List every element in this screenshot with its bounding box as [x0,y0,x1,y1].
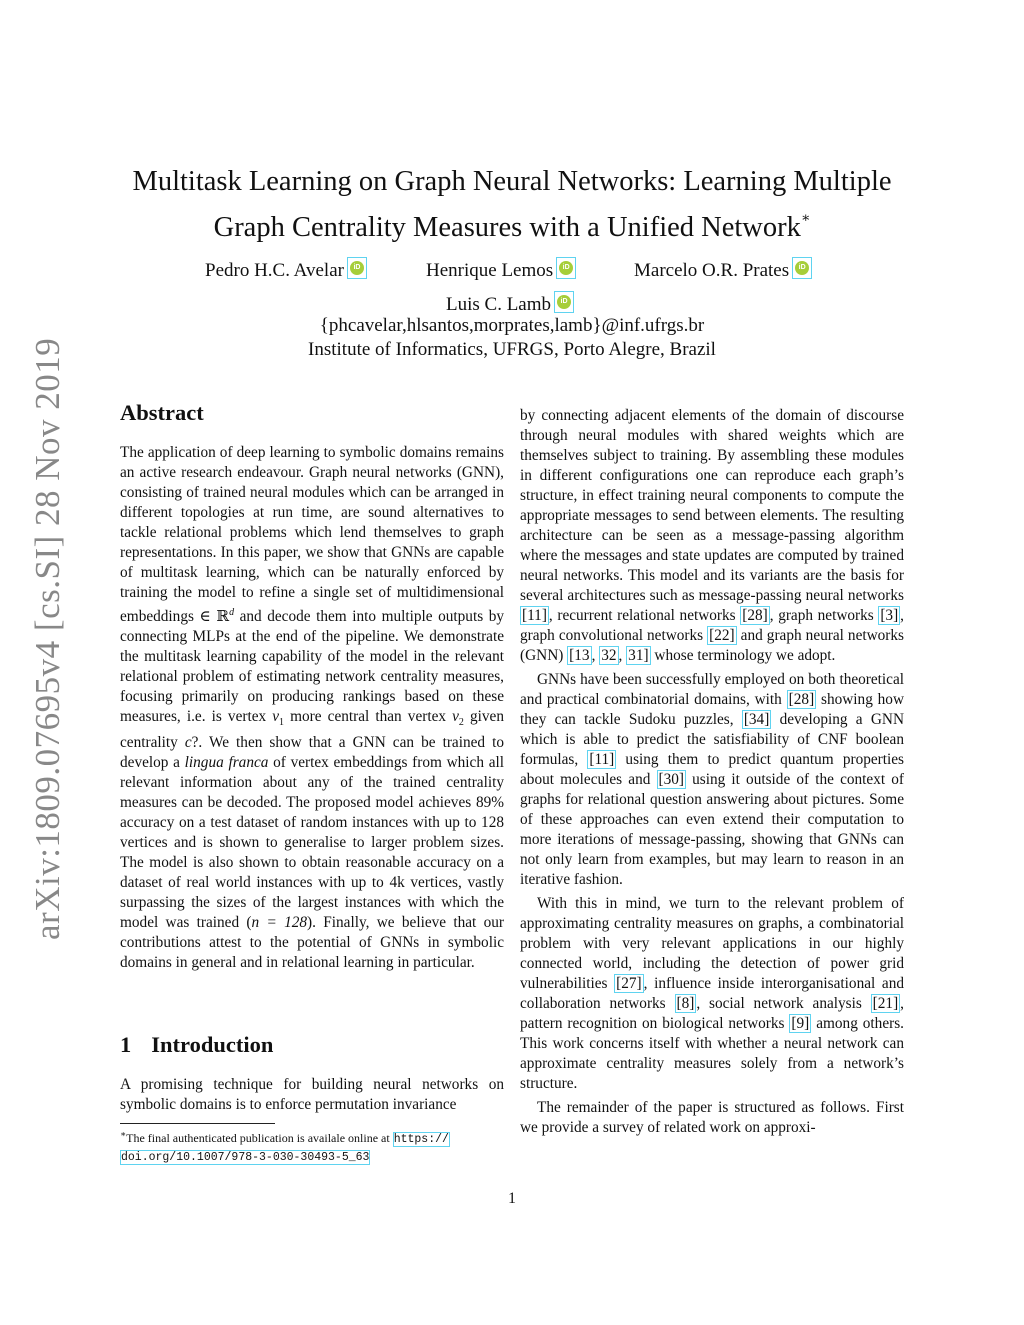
citation-link[interactable]: [8] [676,995,695,1012]
author-name: Pedro H.C. Avelar [205,260,344,281]
intro-paragraph-4: The remainder of the paper is structured as follows. First we provide a survey of related work on approxi- [520,1099,904,1136]
orcid-icon-label: iD [795,261,809,275]
intro-left-column [120,1075,504,1115]
intro-paragraph-1-cont: by connecting adjacent elements of the domain of discourse through neural modules with shared weights which are themselves subject to training. By assembling these modules in different configurations one can reproduce each graph’s structure, in effect training neural components to compute the appropriate messages to send between elements. The resulting architecture can be seen as a message-passing algorithm where the messages and state updates are computed by trained neural networks. This model and its variants are the basis for several architectures such as message-passing neural networks [11] , recurrent relational networks [28] , graph networks [3] , graph convolutional networks [22] and graph neural networks (GNN) [13 , 32 , 31] whose terminology we adopt. [520,407,904,664]
citation-link[interactable]: [11] [522,607,547,624]
footnote: ∗The final authenticated publication is availale online at https:// doi.org/10.1007/978-3-030-30493-5_63 [120,1129,449,1164]
author-prates [634,257,812,282]
orcid-icon-label: iD [559,261,573,275]
arxiv-identifier-stamp: arXiv:1809.07695v4 [cs.SI] 28 Nov 2019 [28,337,67,940]
author-lamb [446,291,574,316]
citation-link[interactable]: [11] [589,751,615,768]
introduction-heading [120,1032,273,1058]
intro-paragraph-start: A promising technique for building neural networks on symbolic domains is to enforce permutation invariance [120,1076,504,1113]
citation-link[interactable]: [9] [791,1015,810,1032]
abstract-paragraph: The application of deep learning to symbolic domains remains an active research endeavour. Graph neural networks (GNN), consisting of trained neural modules which can be arranged in different topologies at run time, are sound alternatives to tackle relational problems which lend themselves to graph representations. In this paper, we show that GNNs are capable of multitask learning, which can be naturally enforced by training the model to refine a single set of multidimensional embeddings ∈ ℝ$^d$ and decode them into multiple outputs by connecting MLPs at the end of the pipeline. We demonstrate the multitask learning capability of the model in the relevant relational problem of estimating network centrality measures, focusing primarily on producing rankings based on these measures, i.e. is vertex $v_1$ more central than vertex $v_2$ given centrality c?. We then show that a GNN can be trained to develop a lingua franca of vertex embeddings from which all relevant information about any of the trained centrality measures can be decoded. The proposed model achieves 89% accuracy on a test dataset of random instances with up to 128 vertices and is shown to generalise to larger problem sizes. The model is also shown to obtain reasonable accuracy on a dataset of real world instances with up to 4k vertices, vastly surpassing the sizes of the largest instances with which the model was trained (n = 128). Finally, we believe that our contributions attest to the potential of GNNs in symbolic domains in general and in relational learning in particular. [120,444,504,972]
citation-link[interactable]: [13 [569,647,590,664]
abstract-heading: Abstract [120,400,204,425]
orcid-icon[interactable] [792,257,812,279]
author-avelar [205,257,367,282]
section-title: Introduction [151,1032,274,1057]
orcid-icon[interactable] [556,257,576,279]
abstract-body [120,443,504,973]
orcid-icon-label: iD [350,261,364,275]
citation-link[interactable]: 32 [601,647,617,664]
right-column [520,406,904,1138]
section-number: 1 [120,1032,132,1057]
citation-link[interactable]: [22] [709,627,735,644]
orcid-icon[interactable] [554,291,574,313]
author-lemos [426,257,576,282]
intro-paragraph-3: With this in mind, we turn to the relevant problem of approximating centrality measures on graphs, a combinatorial problem with very relevant applications in our highly connected world, including the detection of power grid vulnerabilities [27] , influence inside interorganisational and collaboration networks [8] , social network analysis [21] , pattern recognition on biological networks [9] among others. This work concerns itself with whether a neural network can approximate centrality measures solely from a network’s structure. [520,895,904,1092]
paper-title [100,163,924,246]
title-line-2-text: Graph Centrality Measures with a Unified Network [213,212,801,243]
citation-link[interactable]: [27] [616,975,642,992]
orcid-icon[interactable] [347,257,367,279]
citation-link[interactable]: [30] [658,771,684,788]
author-name: Marcelo O.R. Prates [634,260,790,281]
title-footnote-mark: ∗ [800,211,811,226]
intro-paragraph-2: GNNs have been successfully employed on both theoretical and practical combinatorial domains, with [28] showing how they can tackle Sudoku puzzles, [34] developing a GNN which is able to predict the satisfiability of CNF boolean formulas, [11] using them to predict quantum properties about molecules and [30] using it outside of the context of graphs for relational question answering about pictures. Some of these approaches can even extend their computation to more iterations of message-passing, showing that GNNs can not only learn from examples, but may learn to reason in an iterative fashion. [520,671,905,888]
citation-link[interactable]: [3] [880,607,899,624]
citation-link[interactable]: 31] [628,647,649,664]
author-emails: {phcavelar,hlsantos,morprates,lamb}@inf.ufrgs.br [319,315,705,336]
citation-link[interactable]: [28] [742,607,768,624]
orcid-icon-label: iD [557,295,571,309]
citation-link[interactable]: [21] [872,995,899,1012]
author-name: Luis C. Lamb [446,294,552,315]
affiliation: Institute of Informatics, UFRGS, Porto Alegre, Brazil [308,339,716,360]
author-name: Henrique Lemos [426,260,554,281]
citation-link[interactable]: [34] [743,711,770,728]
citation-link[interactable]: [28] [788,691,815,708]
title-line-1: Multitask Learning on Graph Neural Networks: Learning Multiple [132,166,892,197]
footnote-rule [120,1123,275,1124]
page-number: 1 [508,1190,516,1207]
title-line-2 [100,200,924,246]
doi-link-cont[interactable]: doi.org/10.1007/978-3-030-30493-5_63 [121,1151,370,1164]
doi-link[interactable]: https:// [393,1133,449,1146]
